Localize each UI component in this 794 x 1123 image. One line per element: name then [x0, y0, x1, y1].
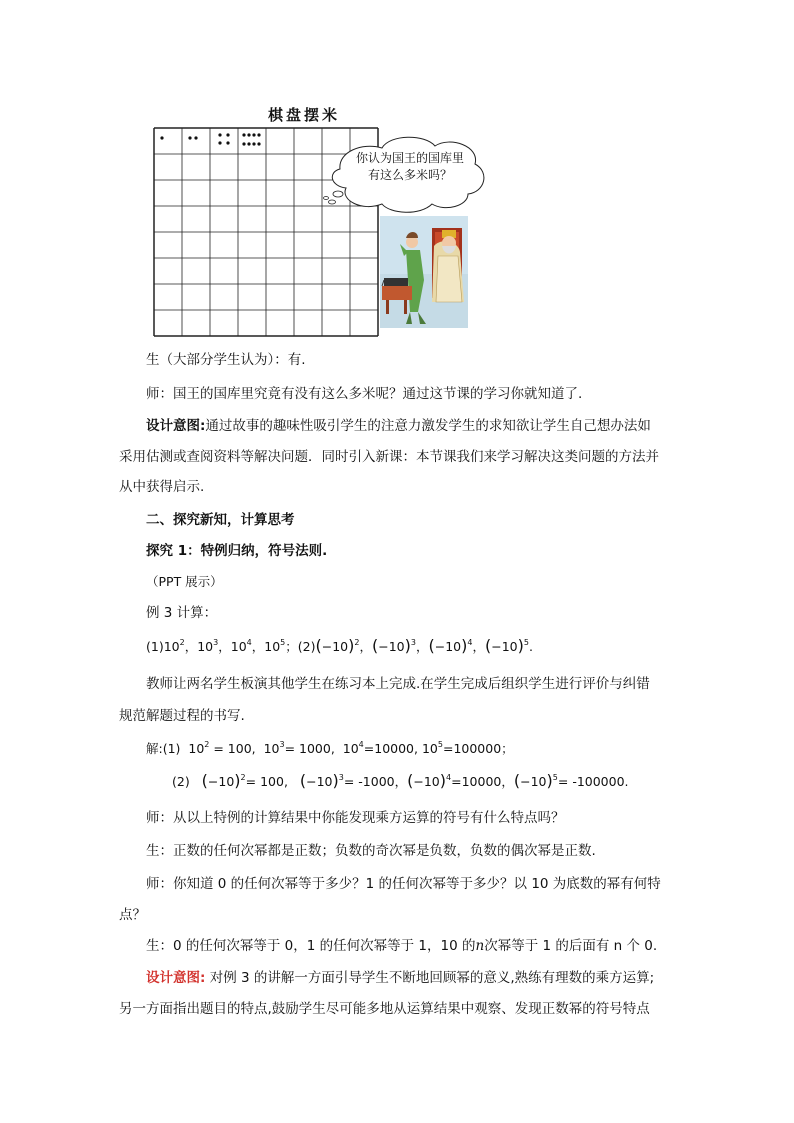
rice-grain	[257, 142, 260, 145]
teacher-line-1: 师：国王的国库里究竟有没有这么多米呢？通过这节课的学习你就知道了.	[146, 386, 583, 402]
rice-grain	[194, 136, 197, 139]
design-intent-2-label: 设计意图:	[146, 970, 206, 986]
design-intent-1-line2: 采用估测或查阅资料等解决问题．同时引入新课：本节课我们来学习解决这类问题的方法并	[119, 449, 659, 465]
part-2-label: (2)	[297, 639, 316, 654]
example-3: 例 3 计算：	[146, 605, 218, 621]
example-expressions: $(1)10^2$，$10^3$，$10^4$，$10^5$；$(2)(-10)^2$，$(-10)^3$，$(-10)^4$，$(-10)^5$.	[146, 636, 533, 655]
rice-grain	[188, 136, 191, 139]
king-illustration	[380, 216, 468, 328]
student-line-3: 生：0 的任何次幂等于 0，1 的任何次幂等于 1，10 的n次幂等于 1 的后面有 n 个 0.	[146, 938, 658, 954]
rice-grain	[257, 133, 260, 136]
part-1-label: (1)	[146, 639, 164, 654]
solution-part-2-label: (2)	[172, 774, 190, 789]
rice-grain	[226, 133, 229, 136]
rice-grain	[252, 133, 255, 136]
rice-grain	[160, 136, 163, 139]
design-intent-2-text: 对例 3 的讲解一方面引导学生不断地回顾幂的意义,熟练有理数的乘方运算;	[205, 970, 655, 986]
design-intent-label: 设计意图:	[146, 418, 206, 434]
explore-heading: 探究 1：特例归纳，符号法则.	[146, 543, 328, 559]
rice-grain	[252, 142, 255, 145]
rice-grain	[218, 141, 221, 144]
design-intent-2-line2: 另一方面指出题目的特点,鼓励学生尽可能多地从运算结果中观察、发现正数幂的符号特点	[119, 1001, 650, 1017]
section-heading: 二、探究新知，计算思考	[146, 512, 295, 528]
design-intent-1	[146, 416, 651, 436]
design-intent-2	[146, 968, 654, 988]
rice-grain	[226, 141, 229, 144]
teacher-line-3: 师：从以上特例的计算结果中你能发现乘方运算的符号有什么特点吗？	[146, 810, 565, 826]
rice-grains	[160, 133, 260, 145]
rice-grain	[242, 133, 245, 136]
solution-part-2: (2) $(-10)^2= 100$, $(-10)^3= -1000$，$(-10)^4=10000$，$(-10)^5= -100000$.	[172, 771, 629, 790]
teacher-line-4-cont: 点？	[119, 907, 146, 923]
teacher-line-4: 师：你知道 0 的任何次幂等于多少？1 的任何次幂等于多少？以 10 为底数的幂有何特	[146, 876, 661, 892]
figure-title: 棋盘摆米	[268, 106, 341, 124]
rice-grain	[247, 142, 250, 145]
teacher-line-2-cont: 规范解题过程的书写.	[119, 708, 245, 724]
student-line-2: 生：正数的任何次幂都是正数；负数的奇次幂是负数，负数的偶次幂是正数.	[146, 843, 596, 859]
design-intent-text: 通过故事的趣味性吸引学生的注意力激发学生的求知欲让学生自己想办法如	[205, 418, 651, 434]
design-intent-1-line3: 从中获得启示.	[119, 479, 205, 495]
solution-part-1: 解:(1) $10^2 = 100$, $10^3= 1000$, $10^4=10000$, $10^5=100000$；	[146, 740, 514, 756]
rice-grain	[218, 133, 221, 136]
thought-bubble-text: 你认为国王的国库里有这么多米吗？	[355, 151, 464, 182]
ppt-note: （PPT 展示）	[146, 574, 223, 589]
teacher-line-2: 教师让两名学生板演其他学生在练习本上完成.在学生完成后组织学生进行评价与纠错	[146, 676, 650, 692]
rice-grain	[247, 133, 250, 136]
solution-label: 解:(1)	[146, 741, 181, 756]
rice-grain	[242, 142, 245, 145]
student-answer: 生（大部分学生认为）：有.	[146, 352, 306, 368]
